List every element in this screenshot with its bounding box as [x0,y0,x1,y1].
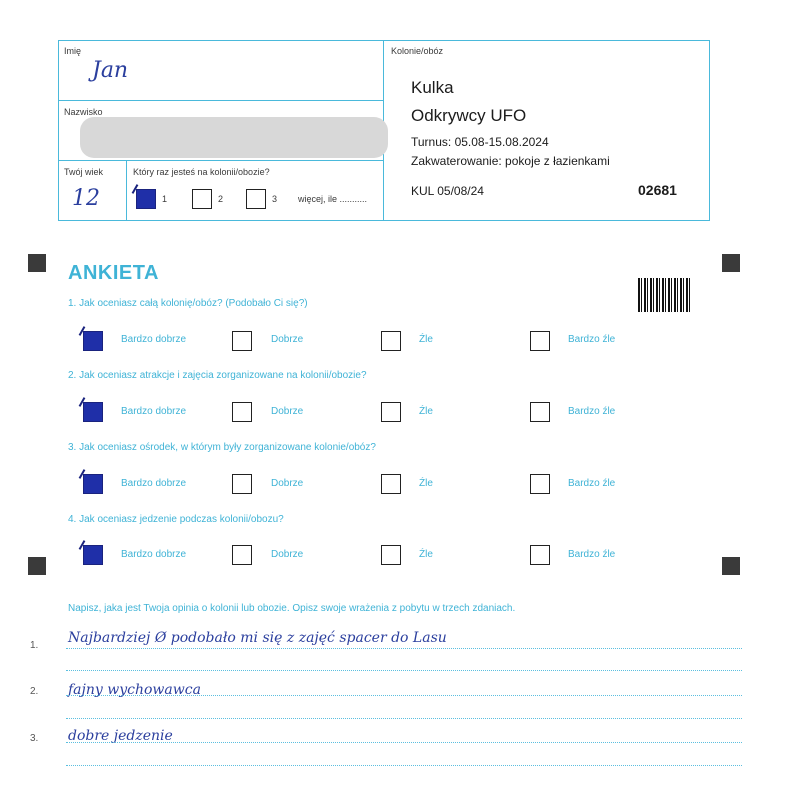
q1-checkbox-bardzo-dobrze[interactable] [83,331,103,351]
q4-checkbox-dobrze[interactable] [232,545,252,565]
q1-option-bardzo-dobrze: Bardzo dobrze [121,334,187,345]
q2-option-dobrze: Dobrze [271,406,304,417]
question-3: 3. Jak oceniasz ośrodek, w którym były zorganizowane kolonie/obóz? [68,442,376,453]
age-value[interactable]: 12 [72,186,100,211]
camp-code: KUL 05/08/24 [411,184,484,198]
q3-checkbox-dobrze[interactable] [232,474,252,494]
last-name-redacted [80,117,388,158]
times-more-field[interactable]: więcej, ile ........... [298,194,368,204]
header-rule [58,160,384,161]
q1-checkbox-bardzo-zle[interactable] [530,331,550,351]
q3-option-bardzo-zle: Bardzo źle [568,478,616,489]
last-name-label: Nazwisko [64,107,103,117]
q1-option-bardzo-zle: Bardzo źle [568,334,616,345]
barcode [638,278,692,312]
q4-checkbox-bardzo-zle[interactable] [530,545,550,565]
q3-checkbox-zle[interactable] [381,474,401,494]
answer-number-1: 1. [30,640,39,651]
times-option-1: 1 [162,194,168,204]
question-1: 1. Jak oceniasz całą kolonię/obóz? (Podobało Ci się?) [68,298,308,309]
age-label: Twój wiek [64,167,104,177]
answer-line [66,648,742,649]
first-name-value[interactable]: Jan [92,58,129,83]
times-checkbox-1[interactable] [136,189,156,209]
q4-option-bardzo-zle: Bardzo źle [568,549,616,560]
answer-2[interactable]: fajny wychowawca [68,682,201,698]
registration-mark [722,254,740,272]
answer-number-2: 2. [30,686,39,697]
q3-option-dobrze: Dobrze [271,478,304,489]
camp-program: Odkrywcy UFO [411,106,527,125]
q2-option-bardzo-dobrze: Bardzo dobrze [121,406,187,417]
form-number: 02681 [638,182,677,198]
q3-checkbox-bardzo-dobrze[interactable] [83,474,103,494]
q4-checkbox-bardzo-dobrze[interactable] [83,545,103,565]
q3-option-bardzo-dobrze: Bardzo dobrze [121,478,187,489]
q1-option-zle: Źle [419,334,433,345]
answer-line [66,742,742,743]
q3-option-zle: Źle [419,478,433,489]
q2-checkbox-dobrze[interactable] [232,402,252,422]
q4-checkbox-zle[interactable] [381,545,401,565]
times-option-2: 2 [218,194,224,204]
header-rule [126,160,127,220]
q2-checkbox-bardzo-dobrze[interactable] [83,402,103,422]
question-2: 2. Jak oceniasz atrakcje i zajęcia zorganizowane na kolonii/obozie? [68,370,367,381]
q4-option-bardzo-dobrze: Bardzo dobrze [121,549,187,560]
answer-line [66,718,742,719]
q1-option-dobrze: Dobrze [271,334,304,345]
registration-mark [28,254,46,272]
answer-3[interactable]: dobre jedzenie [68,728,173,744]
times-option-3: 3 [272,194,278,204]
registration-mark [28,557,46,575]
times-checkbox-2[interactable] [192,189,212,209]
camp-label: Kolonie/obóz [391,46,444,56]
answer-number-3: 3. [30,733,39,744]
q2-checkbox-zle[interactable] [381,402,401,422]
q2-option-zle: Źle [419,406,433,417]
opinion-prompt: Napisz, jaka jest Twoja opinia o kolonii lub obozie. Opisz swoje wrażenia z pobytu w trzech zdaniach. [68,603,516,614]
q1-checkbox-dobrze[interactable] [232,331,252,351]
camp-name: Kulka [411,78,454,97]
question-4: 4. Jak oceniasz jedzenie podczas kolonii/obozu? [68,514,284,525]
q2-option-bardzo-zle: Bardzo źle [568,406,616,417]
q1-checkbox-zle[interactable] [381,331,401,351]
times-label: Który raz jesteś na kolonii/obozie? [133,167,270,177]
answer-1[interactable]: Najbardziej Ø podobało mi się z zajęć spacer do Lasu [68,630,447,646]
answer-line [66,765,742,766]
registration-mark [722,557,740,575]
turnus: Turnus: 05.08-15.08.2024 [411,135,549,149]
answer-line [66,670,742,671]
q3-checkbox-bardzo-zle[interactable] [530,474,550,494]
q4-option-zle: Źle [419,549,433,560]
q2-checkbox-bardzo-zle[interactable] [530,402,550,422]
first-name-label: Imię [64,46,82,56]
header-rule [58,100,384,101]
answer-line [66,695,742,696]
q4-option-dobrze: Dobrze [271,549,304,560]
times-checkbox-3[interactable] [246,189,266,209]
accommodation: Zakwaterowanie: pokoje z łazienkami [411,154,610,168]
survey-title: ANKIETA [68,262,159,284]
